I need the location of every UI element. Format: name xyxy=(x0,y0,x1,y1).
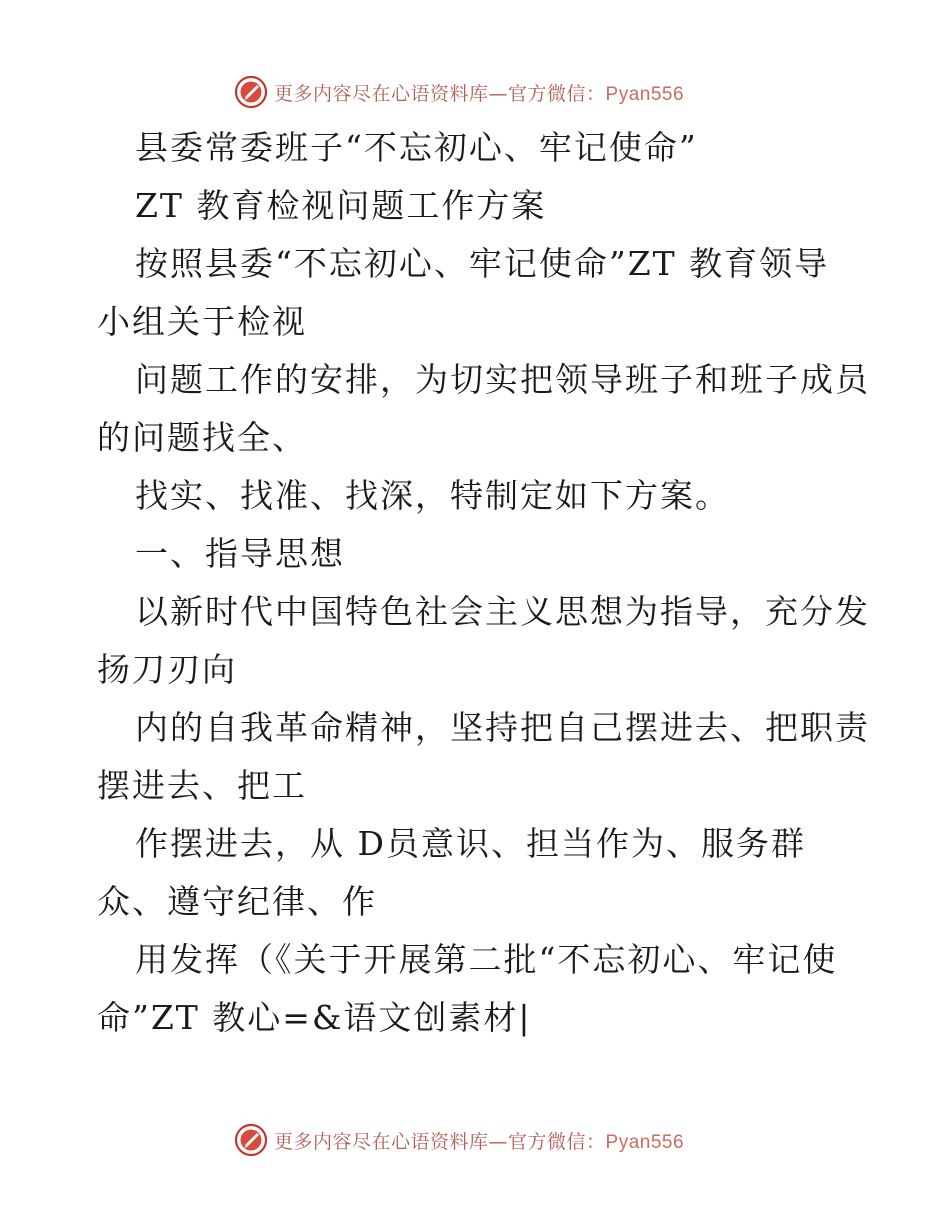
paragraph-line: 用发挥（《关于开展第二批“不忘初心、牢记使 xyxy=(135,940,838,979)
watermark-label: 更多内容尽在心语资料库—官方微信： xyxy=(274,1130,606,1153)
paragraph-line: 作摆进去，从 D员意识、担当作为、服务群 xyxy=(135,824,806,863)
section-heading: 一、指导思想 xyxy=(135,534,345,573)
seal-icon xyxy=(234,1123,268,1157)
paragraph-line: 内的自我革命精神，坚持把自己摆进去、把职责 xyxy=(135,708,870,747)
watermark-wechat-id: Pyan556 xyxy=(605,1131,685,1153)
paragraph-line: 命”ZT 教心=&语文创素材| xyxy=(97,998,532,1037)
watermark-label: 更多内容尽在心语资料库—官方微信： xyxy=(274,82,606,105)
paragraph-line: 问题工作的安排，为切实把领导班子和班子成员 xyxy=(135,360,870,399)
footer-watermark xyxy=(234,1120,714,1160)
watermark-text xyxy=(274,79,684,106)
paragraph-line: 以新时代中国特色社会主义思想为指导，充分发 xyxy=(135,592,870,631)
title-line-2: ZT 教育检视问题工作方案 xyxy=(135,186,547,225)
watermark-text xyxy=(274,1127,684,1154)
paragraph-line: 找实、找准、找深，特制定如下方案。 xyxy=(135,476,730,515)
header-watermark xyxy=(234,72,714,112)
paragraph-line: 摆进去、把工 xyxy=(97,766,307,805)
title-line-1: 县委常委班子“不忘初心、牢记使命” xyxy=(135,128,698,167)
seal-icon xyxy=(234,75,268,109)
paragraph-line: 的问题找全、 xyxy=(97,418,307,457)
paragraph-line: 小组关于检视 xyxy=(97,302,307,341)
watermark-wechat-id: Pyan556 xyxy=(605,83,685,105)
paragraph-line: 按照县委“不忘初心、牢记使命”ZT 教育领导 xyxy=(135,244,830,283)
paragraph-line: 众、遵守纪律、作 xyxy=(97,882,377,921)
paragraph-line: 扬刀刃向 xyxy=(97,650,237,689)
